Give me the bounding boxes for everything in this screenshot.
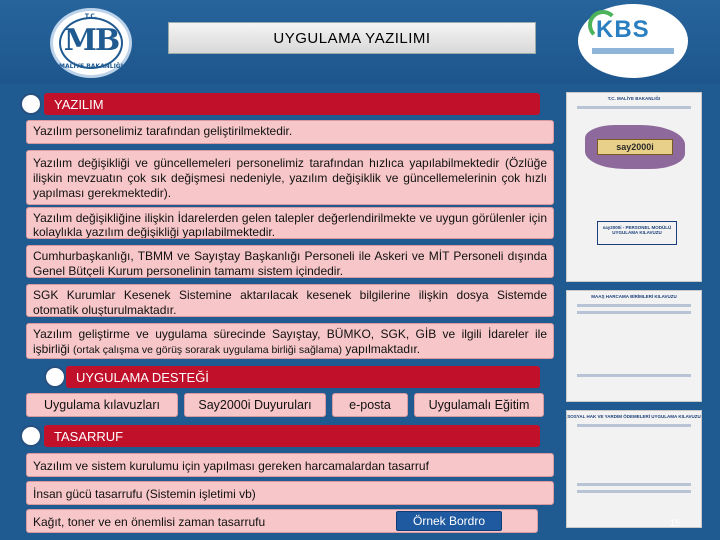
doc-line <box>577 311 691 314</box>
doc-title: T.C. MALİYE BAKANLIĞI <box>607 96 661 101</box>
logo-bottom-text: MALİYE BAKANLIĞI <box>59 63 123 70</box>
header <box>0 0 720 84</box>
list-item: İnsan gücü tasarrufu (Sistemin işletimi vb) <box>26 481 554 505</box>
ministry-logo <box>50 8 132 78</box>
logo-mb-text: MB <box>63 23 119 58</box>
list-item: Yazılım personelimiz tarafından geliştirilmektedir. <box>26 120 554 144</box>
section-heading-destek: UYGULAMA DESTEĞİ <box>66 366 540 388</box>
chip-training: Uygulamalı Eğitim <box>414 393 544 417</box>
doc-title: MAAŞ HARCAMA BİRİMLERİ KILAVUZU <box>591 294 677 299</box>
manual-thumbnail-sosyal[interactable] <box>566 410 702 528</box>
doc-title: SOSYAL HAK VE YARDIM ÖDEMELERİ UYGULAMA KILAVUZU <box>567 414 701 419</box>
cooperation-end: yapılmaktadır. <box>345 342 421 356</box>
doc-line <box>577 424 691 427</box>
cooperation-text: Yazılım geliştirme ve uygulama sürecinde Sayıştay, BÜMKO, SGK, GİB ve ilgili İdareler ile işbirliği <box>33 327 547 356</box>
support-chips <box>26 393 546 417</box>
page-number: 15 <box>670 518 681 528</box>
list-item: Kağıt, toner ve en önemlisi zaman tasarrufu <box>26 509 538 533</box>
doc-stamp: say2000i - PERSONEL MODÜLÜ UYGULAMA KILAVUZU <box>597 221 677 245</box>
kbs-subtitle-bar <box>592 48 674 54</box>
bullet-icon <box>20 425 42 447</box>
bullet-icon <box>20 93 42 115</box>
manual-thumbnail-maas[interactable] <box>566 290 702 402</box>
doc-line <box>577 374 691 377</box>
list-item-cooperation <box>26 323 554 359</box>
cooperation-note: (ortak çalışma ve görüş sorarak uygulama birliği sağlama) <box>73 344 343 356</box>
list-item: Cumhurbaşkanlığı, TBMM ve Sayıştay Başkanlığı Personeli ile Askeri ve MİT Personeli dışında Genel Bütçeli Kurum personelinin tamamı sistem içindedir. <box>26 245 554 278</box>
doc-line <box>577 304 691 307</box>
list-item: SGK Kurumlar Kesenek Sistemine aktarılacak kesenek bilgilerine ilişkin dosya Sistemde otomatik oluşturulmaktadır. <box>26 284 554 317</box>
list-item: Yazılım ve sistem kurulumu için yapılması gereken harcamalardan tasarruf <box>26 453 554 477</box>
doc-line <box>577 483 691 486</box>
list-item: Yazılım değişikliğine ilişkin İdarelerden gelen talepler değerlendirilmekte ve uygun görülenler için kolaylıkla yazılım değişikliği yapılabilmektedir. <box>26 207 554 239</box>
chip-manuals: Uygulama kılavuzları <box>26 393 178 417</box>
sample-payroll-button[interactable]: Örnek Bordro <box>396 511 502 531</box>
kbs-logo-text: KBS <box>596 16 650 43</box>
manual-thumbnail-personel[interactable] <box>566 92 702 282</box>
chip-email: e-posta <box>332 393 408 417</box>
bullet-icon <box>44 366 66 388</box>
chip-announcements: Say2000i Duyuruları <box>184 393 326 417</box>
list-item: Yazılım değişikliği ve güncellemeleri personelimiz tarafından hızlıca yapılabilmektedir (Özlüğe ilişkin mevzuatın çok sık değişmesi nedeniyle, yazılım değişiklik ve güncellemelerinin çok hızlı yapılması gerekmektedir). <box>26 150 554 205</box>
doc-line <box>577 106 691 109</box>
kbs-logo <box>578 4 688 78</box>
page-title: UYGULAMA YAZILIMI <box>168 22 536 54</box>
section-heading-tasarruf: TASARRUF <box>44 425 540 447</box>
section-heading-yazilim: YAZILIM <box>44 93 540 115</box>
say2000i-logo: say2000i <box>597 139 673 155</box>
logo-top-text: T.C. <box>84 13 98 20</box>
doc-line <box>577 490 691 493</box>
